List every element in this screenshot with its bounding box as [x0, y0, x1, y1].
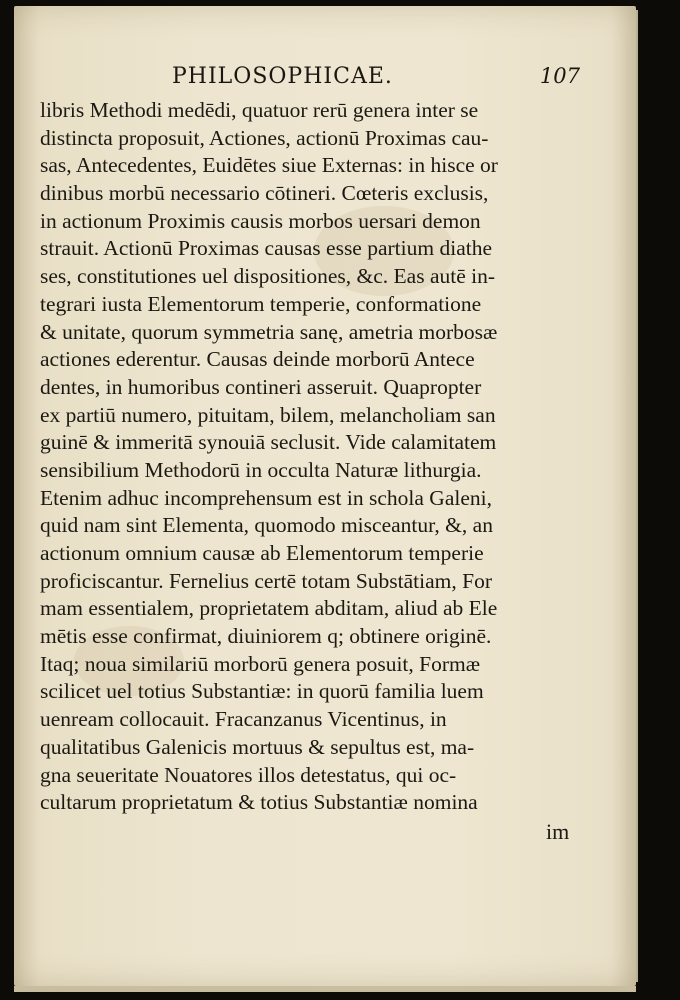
body-text: [40, 97, 600, 817]
text-line: uenream collocauit. Fracanzanus Vicentinus, in: [40, 707, 447, 732]
running-head: PHILOSOPHICAE.: [172, 64, 393, 89]
text-line: quid nam sint Elementa, quomodo misceantur, &, an: [40, 513, 493, 538]
text-line: distincta proposuit, Actiones, actionū Proximas cau-: [40, 125, 489, 150]
page-header: [40, 64, 580, 96]
text-line: sensibilium Methodorū in occulta Naturæ lithurgia.: [40, 457, 482, 482]
text-line: proficiscantur. Fernelius certē totam Substātiam, For: [40, 568, 492, 593]
text-line: & unitate, quorum symmetria sanę, ametria morbosæ: [40, 319, 498, 344]
page-bottom-edge: [14, 986, 636, 992]
text-line: mam essentialem, proprietatem abditam, aliud ab Ele: [40, 596, 498, 621]
catchword: im: [546, 819, 570, 844]
text-line: cultarum proprietatum & totius Substantiæ nomina: [40, 790, 478, 815]
text-line: ex partiū numero, pituitam, bilem, melancholiam san: [40, 402, 496, 427]
text-line: dentes, in humoribus contineri asseruit. Quapropter: [40, 374, 482, 399]
text-line: ses, constitutiones uel dispositiones, &c. Eas autē in-: [40, 264, 496, 289]
page-number: 107: [539, 64, 580, 88]
text-line: qualitatibus Galenicis mortuus & sepultus est, ma-: [40, 734, 475, 759]
text-line: dinibus morbū necessario cōtineri. Cœteris exclusis,: [40, 181, 489, 206]
text-line: guinē & immeritā synouiā seclusit. Vide calamitatem: [40, 430, 497, 455]
text-line: gna seueritate Nouatores illos detestatus, qui oc-: [40, 762, 457, 787]
text-line: actionum omnium causæ ab Elementorum temperie: [40, 541, 484, 565]
text-line: tegrari iusta Elementorum temperie, conformatione: [40, 291, 482, 316]
text-line: mētis esse confirmat, diuiniorem q; obtinere originē.: [40, 624, 492, 649]
text-line: actiones ederentur. Causas deinde morborū Antece: [40, 347, 475, 372]
text-line: Itaq; noua similariū morborū genera posuit, Formæ: [40, 651, 481, 676]
text-line: libris Methodi medēdi, quatuor rerū genera inter se: [40, 98, 479, 122]
text-line: scilicet uel totius Substantiæ: in quorū familia luem: [40, 679, 484, 704]
text-line: strauit. Actionū Proximas causas esse partium diathe: [40, 236, 493, 261]
text-line: sas, Antecedentes, Euidētes siue Externas: in hisce or: [40, 153, 498, 178]
text-line: Etenim adhuc incomprehensum est in schola Galeni,: [40, 485, 492, 510]
text-line: in actionum Proximis causis morbos uersari demon: [40, 208, 481, 233]
